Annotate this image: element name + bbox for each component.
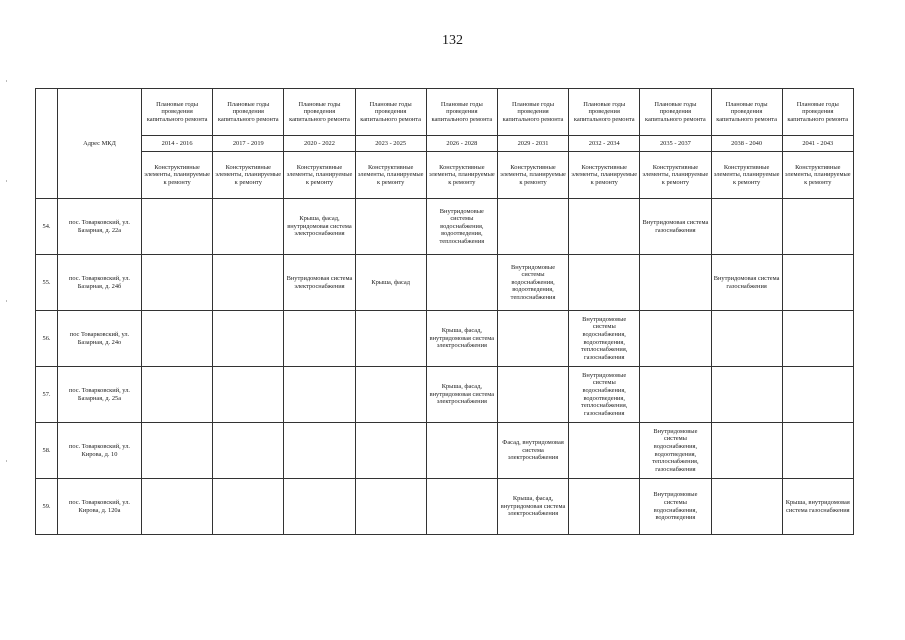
repair-cell bbox=[355, 199, 426, 255]
period-header: 2032 - 2034 bbox=[569, 136, 640, 152]
table-header bbox=[36, 89, 854, 199]
repair-cell: Крыша, фасад, внутридомовая система электроснабжения bbox=[426, 367, 497, 423]
repair-cell bbox=[284, 311, 355, 367]
building-address: пос. Товарковский, ул. Базарная, д. 25а bbox=[58, 367, 142, 423]
table-row bbox=[36, 199, 854, 255]
period-header: 2035 - 2037 bbox=[640, 136, 711, 152]
elements-header: Конструктивные элементы, планируемые к ремонту bbox=[142, 152, 213, 199]
repair-cell bbox=[213, 367, 284, 423]
repair-cell: Внутридомовая система газоснабжения bbox=[711, 255, 782, 311]
repair-cell bbox=[782, 255, 853, 311]
elements-header: Конструктивные элементы, планируемые к ремонту bbox=[711, 152, 782, 199]
building-address: пос Товарковский, ул. Базарная, д. 24о bbox=[58, 311, 142, 367]
repair-cell: Внутридомовые системы водоснабжения, водоотведения bbox=[640, 479, 711, 535]
period-header: 2029 - 2031 bbox=[497, 136, 568, 152]
repair-cell: Крыша, внутридомовая система газоснабжения bbox=[782, 479, 853, 535]
repair-cell: Внутридомовая система газоснабжения bbox=[640, 199, 711, 255]
planned-years-header: Плановые годы проведения капитального ремонта bbox=[284, 89, 355, 136]
building-address: пос. Товарковский, ул. Кирова, д. 10 bbox=[58, 423, 142, 479]
repair-cell bbox=[213, 199, 284, 255]
repair-cell bbox=[569, 479, 640, 535]
table-row bbox=[36, 311, 854, 367]
number-header-cell bbox=[36, 89, 58, 199]
period-header: 2017 - 2019 bbox=[213, 136, 284, 152]
repair-cell bbox=[782, 199, 853, 255]
repair-cell bbox=[142, 479, 213, 535]
planned-years-header: Плановые годы проведения капитального ремонта bbox=[355, 89, 426, 136]
repair-cell bbox=[711, 199, 782, 255]
period-row bbox=[36, 136, 854, 152]
repair-cell: Внутридомовые системы водоснабжения, водоотведения, теплоснабжения, газоснабжения bbox=[569, 367, 640, 423]
elements-header: Конструктивные элементы, планируемые к ремонту bbox=[355, 152, 426, 199]
table-body bbox=[36, 199, 854, 535]
repair-cell bbox=[426, 479, 497, 535]
repair-cell bbox=[569, 199, 640, 255]
repair-cell bbox=[497, 311, 568, 367]
repair-cell bbox=[782, 311, 853, 367]
repair-cell bbox=[711, 311, 782, 367]
repair-cell bbox=[782, 367, 853, 423]
repair-cell bbox=[497, 199, 568, 255]
planned-years-header: Плановые годы проведения капитального ремонта bbox=[497, 89, 568, 136]
repair-cell bbox=[569, 423, 640, 479]
scan-margin-mark bbox=[6, 460, 7, 462]
address-header: Адрес МКД bbox=[58, 89, 142, 199]
repair-cell bbox=[142, 423, 213, 479]
repair-cell: Внутридомовые системы водоснабжения, водоотведения, теплоснабжения bbox=[426, 199, 497, 255]
elements-header: Конструктивные элементы, планируемые к ремонту bbox=[640, 152, 711, 199]
capital-repair-schedule-table bbox=[35, 88, 854, 535]
repair-cell bbox=[640, 311, 711, 367]
repair-cell bbox=[142, 255, 213, 311]
repair-cell bbox=[497, 367, 568, 423]
repair-cell bbox=[142, 311, 213, 367]
repair-cell bbox=[142, 199, 213, 255]
repair-cell: Внутридомовые системы водоснабжения, водоотведения, теплоснабжения bbox=[497, 255, 568, 311]
elements-header: Конструктивные элементы, планируемые к ремонту bbox=[497, 152, 568, 199]
row-number: 57. bbox=[36, 367, 58, 423]
period-header: 2038 - 2040 bbox=[711, 136, 782, 152]
repair-cell bbox=[782, 423, 853, 479]
repair-cell: Внутридомовая система электроснабжения bbox=[284, 255, 355, 311]
period-header: 2041 - 2043 bbox=[782, 136, 853, 152]
period-header: 2026 - 2028 bbox=[426, 136, 497, 152]
repair-cell bbox=[213, 479, 284, 535]
repair-cell bbox=[569, 255, 640, 311]
period-header: 2020 - 2022 bbox=[284, 136, 355, 152]
repair-cell bbox=[142, 367, 213, 423]
planned-years-header: Плановые годы проведения капитального ремонта bbox=[426, 89, 497, 136]
repair-cell bbox=[426, 255, 497, 311]
repair-cell bbox=[213, 423, 284, 479]
repair-cell bbox=[284, 479, 355, 535]
repair-cell bbox=[640, 255, 711, 311]
repair-cell bbox=[355, 311, 426, 367]
repair-cell bbox=[355, 367, 426, 423]
repair-cell: Крыша, фасад bbox=[355, 255, 426, 311]
repair-cell bbox=[284, 367, 355, 423]
row-number: 58. bbox=[36, 423, 58, 479]
row-number: 56. bbox=[36, 311, 58, 367]
repair-cell bbox=[711, 367, 782, 423]
building-address: пос. Товарковский, ул. Кирова, д. 120а bbox=[58, 479, 142, 535]
row-number: 55. bbox=[36, 255, 58, 311]
table-row bbox=[36, 479, 854, 535]
planned-years-header: Плановые годы проведения капитального ремонта bbox=[213, 89, 284, 136]
elements-header: Конструктивные элементы, планируемые к ремонту bbox=[782, 152, 853, 199]
row-number: 59. bbox=[36, 479, 58, 535]
scan-margin-mark bbox=[6, 80, 7, 82]
planned-years-header: Плановые годы проведения капитального ремонта bbox=[711, 89, 782, 136]
planned-years-header: Плановые годы проведения капитального ремонта bbox=[569, 89, 640, 136]
elements-row bbox=[36, 152, 854, 199]
planned-years-header: Плановые годы проведения капитального ремонта bbox=[640, 89, 711, 136]
repair-cell bbox=[640, 367, 711, 423]
repair-cell: Крыша, фасад, внутридомовая система электроснабжения bbox=[426, 311, 497, 367]
repair-cell bbox=[711, 423, 782, 479]
period-header: 2014 - 2016 bbox=[142, 136, 213, 152]
repair-cell bbox=[284, 423, 355, 479]
building-address: пос. Товарковский, ул. Базарная, д. 24б bbox=[58, 255, 142, 311]
repair-cell: Крыша, фасад, внутридомовая система электроснабжения bbox=[497, 479, 568, 535]
row-number: 54. bbox=[36, 199, 58, 255]
repair-cell: Фасад, внутридомовая система электроснабжения bbox=[497, 423, 568, 479]
elements-header: Конструктивные элементы, планируемые к ремонту bbox=[284, 152, 355, 199]
repair-cell bbox=[213, 311, 284, 367]
planned-years-header: Плановые годы проведения капитального ремонта bbox=[782, 89, 853, 136]
table-row bbox=[36, 423, 854, 479]
planned-years-header: Плановые годы проведения капитального ремонта bbox=[142, 89, 213, 136]
table-row bbox=[36, 255, 854, 311]
period-header: 2023 - 2025 bbox=[355, 136, 426, 152]
repair-cell bbox=[355, 479, 426, 535]
building-address: пос. Товарковский, ул. Базарная, д. 22а bbox=[58, 199, 142, 255]
repair-cell: Внутридомовые системы водоснабжения, водоотведения, теплоснабжения, газоснабжения bbox=[569, 311, 640, 367]
table-row bbox=[36, 367, 854, 423]
repair-cell bbox=[711, 479, 782, 535]
page-number: 132 bbox=[442, 33, 463, 48]
repair-cell bbox=[426, 423, 497, 479]
planned-years-row bbox=[36, 89, 854, 136]
elements-header: Конструктивные элементы, планируемые к ремонту bbox=[426, 152, 497, 199]
repair-cell: Внутридомовые системы водоснабжения, водоотведения, теплоснабжения, газоснабжения bbox=[640, 423, 711, 479]
repair-cell: Крыша, фасад, внутридомовая система электроснабжения bbox=[284, 199, 355, 255]
scan-margin-mark bbox=[6, 180, 7, 182]
repair-cell bbox=[213, 255, 284, 311]
elements-header: Конструктивные элементы, планируемые к ремонту bbox=[213, 152, 284, 199]
repair-cell bbox=[355, 423, 426, 479]
scan-margin-mark bbox=[6, 300, 7, 302]
elements-header: Конструктивные элементы, планируемые к ремонту bbox=[569, 152, 640, 199]
